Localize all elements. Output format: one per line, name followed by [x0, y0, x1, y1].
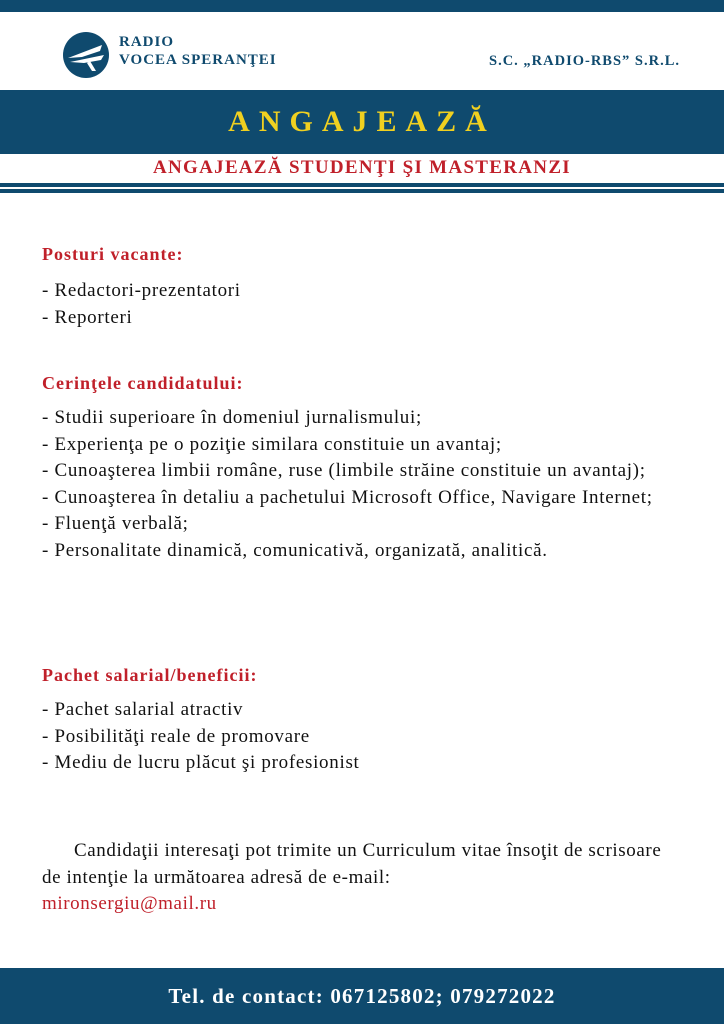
list-item: - Posibilităţi reale de promovare [42, 725, 310, 747]
radio-logo-icon [62, 31, 110, 79]
company-name: S.C. „RADIO-RBS” S.R.L. [489, 53, 680, 69]
divider-line [0, 183, 724, 187]
benefits-list [42, 697, 692, 777]
list-item: - Studii superioare în domeniul jurnalismului; [42, 407, 422, 428]
list-item: - Fluenţă verbală; [42, 513, 189, 534]
brand-name-line2: VOCEA SPERANŢEI [119, 52, 277, 68]
list-item: - Reporteri [42, 306, 133, 328]
email-link[interactable]: mironsergiu@mail.ru [42, 893, 217, 914]
list-item: - Pachet salarial atractiv [42, 699, 244, 720]
contact-paragraph [42, 838, 682, 918]
contact-text: Candidaţii interesaţi pot trimite un Curriculum vitae însoţit de scrisoare de intenţie la următoarea adresă de e-mail: [42, 840, 662, 888]
list-item: - Cunoaşterea în detaliu a pachetului Microsoft Office, Navigare Internet; [42, 486, 653, 508]
top-bar [0, 0, 724, 12]
subtitle: ANGAJEAZĂ STUDENŢI ŞI MASTERANZI [153, 157, 571, 178]
benefits-heading: Pachet salarial/beneficii: [42, 665, 258, 685]
vacancies-list [42, 278, 692, 331]
list-item: - Redactori-prezentatori [42, 280, 241, 301]
list-item: - Mediu de lucru plăcut şi profesionist [42, 752, 360, 773]
footer-bar [0, 968, 724, 1024]
vacancies-heading: Posturi vacante: [42, 244, 184, 264]
list-item: - Personalitate dinamică, comunicativă, organizată, analitică. [42, 539, 548, 561]
list-item: - Cunoaşterea limbii române, ruse (limbile străine constituie un avantaj); [42, 460, 646, 481]
contact-phone: Tel. de contact: 067125802; 079272022 [168, 983, 556, 1008]
requirements-list [42, 405, 692, 564]
list-item: - Experienţa pe o poziţie similara constituie un avantaj; [42, 433, 502, 455]
divider-line [0, 189, 724, 193]
banner-title: ANGAJEAZĂ [228, 105, 496, 138]
brand-name-line1: RADIO [119, 34, 175, 50]
hiring-banner [0, 90, 724, 154]
requirements-heading: Cerinţele candidatului: [42, 373, 244, 393]
